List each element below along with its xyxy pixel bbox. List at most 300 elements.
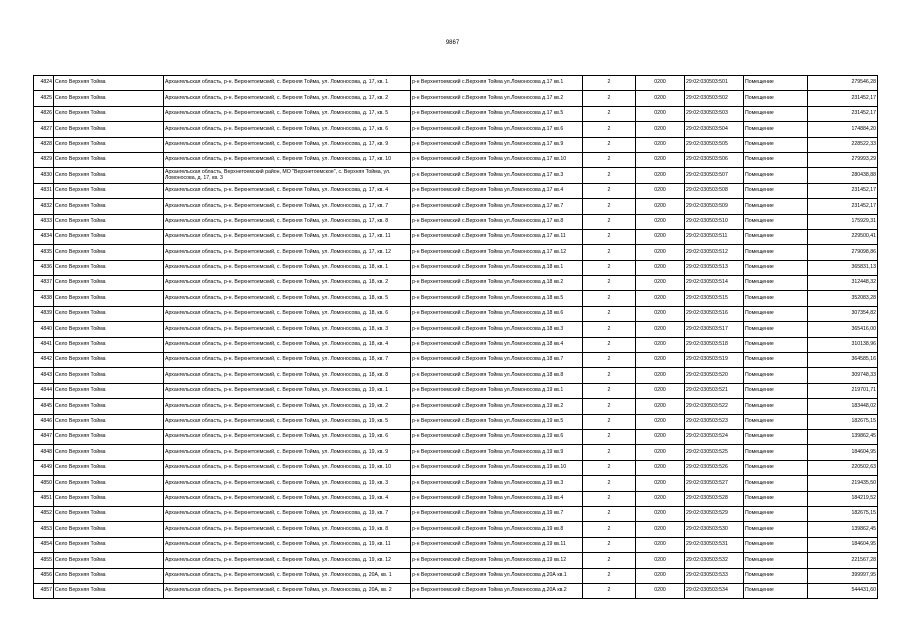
object-type-cell: Помещение — [744, 553, 808, 568]
table-row — [34, 399, 878, 414]
row-number-cell: 4857 — [34, 583, 54, 598]
object-type-cell: Помещение — [744, 522, 808, 537]
object-type-cell: Помещение — [744, 276, 808, 291]
address-cell: Архангельская область, р-н. Верхнетоемский, с. Верхняя Тойма, ул. Ломоносова, д. 18, кв. 1 — [164, 260, 411, 275]
okato-cell: 0200 — [636, 399, 685, 414]
object-type-cell: Помещение — [744, 399, 808, 414]
property-register-table — [33, 75, 878, 599]
table-row — [34, 214, 878, 229]
short-address-cell: р-н Верхнетоемский с.Верхняя Тойма ул.Ломоносова д.19 кв.6 — [411, 429, 583, 444]
code-cell: 2 — [583, 199, 636, 214]
locality-cell: Село Верхняя Тойма — [54, 506, 164, 521]
object-type-cell: Помещение — [744, 476, 808, 491]
cadastral-number-cell: 29:02:030503:516 — [685, 306, 744, 321]
code-cell: 2 — [583, 106, 636, 121]
table-row — [34, 152, 878, 167]
page-number: 9867 — [445, 40, 460, 46]
row-number-cell: 4838 — [34, 291, 54, 306]
row-number-cell: 4848 — [34, 445, 54, 460]
short-address-cell: р-н Верхнетоемский с.Верхняя Тойма ул.Ломоносова д.17 кв.11 — [411, 229, 583, 244]
cadastral-number-cell: 29:02:030503:505 — [685, 137, 744, 152]
table-row — [34, 91, 878, 106]
cadastral-value-cell: 229500,41 — [808, 229, 878, 244]
cadastral-value-cell: 182675,15 — [808, 506, 878, 521]
table-row — [34, 429, 878, 444]
short-address-cell: р-н Верхнетоемский с.Верхняя Тойма ул.Ломоносова д.17 кв.9 — [411, 137, 583, 152]
code-cell: 2 — [583, 229, 636, 244]
object-type-cell: Помещение — [744, 214, 808, 229]
locality-cell: Село Верхняя Тойма — [54, 183, 164, 198]
cadastral-number-cell: 29:02:030503:509 — [685, 199, 744, 214]
okato-cell: 0200 — [636, 245, 685, 260]
cadastral-value-cell: 220502,63 — [808, 460, 878, 475]
cadastral-value-cell: 182675,15 — [808, 414, 878, 429]
cadastral-number-cell: 29:02:030503:514 — [685, 276, 744, 291]
code-cell: 2 — [583, 476, 636, 491]
table-row — [34, 76, 878, 91]
cadastral-number-cell: 29:02:030503:517 — [685, 322, 744, 337]
cadastral-value-cell: 307354,82 — [808, 306, 878, 321]
table-row — [34, 491, 878, 506]
code-cell: 2 — [583, 368, 636, 383]
cadastral-value-cell: 184219,52 — [808, 491, 878, 506]
table-row — [34, 506, 878, 521]
short-address-cell: р-н Верхнетоемский с.Верхняя Тойма ул.Ломоносова д.18 кв.1 — [411, 260, 583, 275]
row-number-cell: 4852 — [34, 506, 54, 521]
code-cell: 2 — [583, 183, 636, 198]
locality-cell: Село Верхняя Тойма — [54, 583, 164, 598]
short-address-cell: р-н Верхнетоемский с.Верхняя Тойма ул.Ломоносова д.18 кв.7 — [411, 353, 583, 368]
row-number-cell: 4853 — [34, 522, 54, 537]
code-cell: 2 — [583, 460, 636, 475]
code-cell: 2 — [583, 414, 636, 429]
locality-cell: Село Верхняя Тойма — [54, 414, 164, 429]
short-address-cell: р-н Верхнетоемский с.Верхняя Тойма ул.Ломоносова д.17 кв.5 — [411, 106, 583, 121]
row-number-cell: 4836 — [34, 260, 54, 275]
short-address-cell: р-н Верхнетоемский с.Верхняя Тойма ул.Ломоносова д.17 кв.1 — [411, 76, 583, 91]
cadastral-value-cell: 364585,16 — [808, 353, 878, 368]
cadastral-number-cell: 29:02:030503:519 — [685, 353, 744, 368]
address-cell: Архангельская область, р-н. Верхнетоемский, с. Верхняя Тойма, ул. Ломоносова, д. 18, кв. 3 — [164, 322, 411, 337]
short-address-cell: р-н Верхнетоемский с.Верхняя Тойма ул.Ломоносова д.19 кв.8 — [411, 522, 583, 537]
row-number-cell: 4841 — [34, 337, 54, 352]
short-address-cell: р-н Верхнетоемский с.Верхняя Тойма ул.Ломоносова д.17 кв.7 — [411, 199, 583, 214]
row-number-cell: 4851 — [34, 491, 54, 506]
address-cell: Архангельская область, р-н. Верхнетоемский, с. Верхняя Тойма, ул. Ломоносова, д. 17, кв. 5 — [164, 106, 411, 121]
object-type-cell: Помещение — [744, 337, 808, 352]
table-row — [34, 199, 878, 214]
object-type-cell: Помещение — [744, 460, 808, 475]
table-row — [34, 445, 878, 460]
object-type-cell: Помещение — [744, 537, 808, 552]
cadastral-number-cell: 29:02:030503:507 — [685, 168, 744, 183]
locality-cell: Село Верхняя Тойма — [54, 460, 164, 475]
row-number-cell: 4837 — [34, 276, 54, 291]
object-type-cell: Помещение — [744, 229, 808, 244]
row-number-cell: 4826 — [34, 106, 54, 121]
object-type-cell: Помещение — [744, 291, 808, 306]
locality-cell: Село Верхняя Тойма — [54, 76, 164, 91]
row-number-cell: 4828 — [34, 137, 54, 152]
address-cell: Архангельская область, р-н. Верхнетоемский, с. Верхняя Тойма, ул. Ломоносова, д. 19, кв. 2 — [164, 399, 411, 414]
short-address-cell: р-н Верхнетоемский с.Верхняя Тойма ул.Ломоносова д.18 кв.4 — [411, 337, 583, 352]
short-address-cell: р-н Верхнетоемский с.Верхняя Тойма ул.Ломоносова д.17 кв.4 — [411, 183, 583, 198]
cadastral-value-cell: 352083,28 — [808, 291, 878, 306]
cadastral-number-cell: 29:02:030503:513 — [685, 260, 744, 275]
address-cell: Архангельская область, р-н. Верхнетоемский, с. Верхняя Тойма, ул. Ломоносова, д. 19, кв. 10 — [164, 460, 411, 475]
locality-cell: Село Верхняя Тойма — [54, 306, 164, 321]
address-cell: Архангельская область, р-н. Верхнетоемский, с. Верхняя Тойма, ул. Ломоносова, д. 18, кв. 7 — [164, 353, 411, 368]
address-cell: Архангельская область, р-н. Верхнетоемский, с. Верхняя Тойма, ул. Ломоносова, д. 18, кв. 8 — [164, 368, 411, 383]
table-row — [34, 353, 878, 368]
object-type-cell: Помещение — [744, 106, 808, 121]
cadastral-number-cell: 29:02:030503:520 — [685, 368, 744, 383]
locality-cell: Село Верхняя Тойма — [54, 476, 164, 491]
cadastral-number-cell: 29:02:030503:521 — [685, 383, 744, 398]
locality-cell: Село Верхняя Тойма — [54, 537, 164, 552]
okato-cell: 0200 — [636, 76, 685, 91]
locality-cell: Село Верхняя Тойма — [54, 445, 164, 460]
cadastral-number-cell: 29:02:030503:510 — [685, 214, 744, 229]
object-type-cell: Помещение — [744, 76, 808, 91]
okato-cell: 0200 — [636, 91, 685, 106]
okato-cell: 0200 — [636, 260, 685, 275]
row-number-cell: 4831 — [34, 183, 54, 198]
short-address-cell: р-н Верхнетоемский с.Верхняя Тойма ул.Ломоносова д.19 кв.7 — [411, 506, 583, 521]
okato-cell: 0200 — [636, 322, 685, 337]
okato-cell: 0200 — [636, 199, 685, 214]
table-row — [34, 306, 878, 321]
code-cell: 2 — [583, 137, 636, 152]
cadastral-value-cell: 309748,33 — [808, 368, 878, 383]
table-row — [34, 476, 878, 491]
address-cell: Архангельская область, р-н. Верхнетоемский, с. Верхняя Тойма, ул. Ломоносова, д. 19, кв. 8 — [164, 522, 411, 537]
cadastral-number-cell: 29:02:030503:532 — [685, 553, 744, 568]
code-cell: 2 — [583, 152, 636, 167]
okato-cell: 0200 — [636, 460, 685, 475]
cadastral-value-cell: 365416,00 — [808, 322, 878, 337]
object-type-cell: Помещение — [744, 122, 808, 137]
row-number-cell: 4834 — [34, 229, 54, 244]
cadastral-number-cell: 29:02:030503:512 — [685, 245, 744, 260]
address-cell: Архангельская область, р-н. Верхнетоемский, с. Верхняя Тойма, ул. Ломоносова, д. 19, кв. 5 — [164, 414, 411, 429]
address-cell: Архангельская область, р-н. Верхнетоемский, с. Верхняя Тойма, ул. Ломоносова, д. 17, кв. 11 — [164, 229, 411, 244]
short-address-cell: р-н Верхнетоемский с.Верхняя Тойма ул.Ломоносова д.19 кв.2 — [411, 399, 583, 414]
locality-cell: Село Верхняя Тойма — [54, 553, 164, 568]
code-cell: 2 — [583, 506, 636, 521]
row-number-cell: 4845 — [34, 399, 54, 414]
code-cell: 2 — [583, 337, 636, 352]
okato-cell: 0200 — [636, 137, 685, 152]
cadastral-value-cell: 399997,95 — [808, 568, 878, 583]
object-type-cell: Помещение — [744, 260, 808, 275]
short-address-cell: р-н Верхнетоемский с.Верхняя Тойма ул.Ломоносова д.18 кв.6 — [411, 306, 583, 321]
cadastral-number-cell: 29:02:030503:523 — [685, 414, 744, 429]
cadastral-number-cell: 29:02:030503:522 — [685, 399, 744, 414]
code-cell: 2 — [583, 214, 636, 229]
cadastral-value-cell: 174884,20 — [808, 122, 878, 137]
code-cell: 2 — [583, 353, 636, 368]
locality-cell: Село Верхняя Тойма — [54, 353, 164, 368]
cadastral-value-cell: 279993,29 — [808, 152, 878, 167]
cadastral-value-cell: 175929,31 — [808, 214, 878, 229]
address-cell: Архангельская область, р-н. Верхнетоемский, с. Верхняя Тойма, ул. Ломоносова, д. 19, кв. 9 — [164, 445, 411, 460]
object-type-cell: Помещение — [744, 137, 808, 152]
table-row — [34, 245, 878, 260]
short-address-cell: р-н Верхнетоемский с.Верхняя Тойма ул.Ломоносова д.17 кв.6 — [411, 122, 583, 137]
address-cell: Архангельская область, р-н. Верхнетоемский, с. Верхняя Тойма, ул. Ломоносова, д. 17, кв. 10 — [164, 152, 411, 167]
row-number-cell: 4843 — [34, 368, 54, 383]
cadastral-value-cell: 310138,96 — [808, 337, 878, 352]
okato-cell: 0200 — [636, 183, 685, 198]
object-type-cell: Помещение — [744, 583, 808, 598]
row-number-cell: 4835 — [34, 245, 54, 260]
short-address-cell: р-н Верхнетоемский с.Верхняя Тойма ул.Ломоносова д.18 кв.2 — [411, 276, 583, 291]
row-number-cell: 4840 — [34, 322, 54, 337]
table-row — [34, 106, 878, 121]
okato-cell: 0200 — [636, 491, 685, 506]
short-address-cell: р-н Верхнетоемский с.Верхняя Тойма ул.Ломоносова д.19 кв.4 — [411, 491, 583, 506]
table-row — [34, 168, 878, 183]
code-cell: 2 — [583, 168, 636, 183]
cadastral-number-cell: 29:02:030503:534 — [685, 583, 744, 598]
row-number-cell: 4839 — [34, 306, 54, 321]
address-cell: Архангельская область, Верхнетоемский район, МО "Верхнетоемское", с. Верхняя Тойма, ул. Ломоносова, д. 17, кв. 3 — [164, 168, 411, 183]
address-cell: Архангельская область, р-н. Верхнетоемский, с. Верхняя Тойма, ул. Ломоносова, д. 19, кв. 3 — [164, 476, 411, 491]
cadastral-number-cell: 29:02:030503:531 — [685, 537, 744, 552]
cadastral-number-cell: 29:02:030503:525 — [685, 445, 744, 460]
locality-cell: Село Верхняя Тойма — [54, 568, 164, 583]
cadastral-number-cell: 29:02:030503:533 — [685, 568, 744, 583]
cadastral-value-cell: 312448,32 — [808, 276, 878, 291]
table-row — [34, 553, 878, 568]
short-address-cell: р-н Верхнетоемский с.Верхняя Тойма ул.Ломоносова д.19 кв.3 — [411, 476, 583, 491]
short-address-cell: р-н Верхнетоемский с.Верхняя Тойма ул.Ломоносова д.19 кв.12 — [411, 553, 583, 568]
cadastral-value-cell: 231452,17 — [808, 106, 878, 121]
code-cell: 2 — [583, 91, 636, 106]
short-address-cell: р-н Верхнетоемский с.Верхняя Тойма ул.Ломоносова д.20А кв.1 — [411, 568, 583, 583]
short-address-cell: р-н Верхнетоемский с.Верхняя Тойма ул.Ломоносова д.17 кв.2 — [411, 91, 583, 106]
table-row — [34, 276, 878, 291]
table-row — [34, 537, 878, 552]
address-cell: Архангельская область, р-н. Верхнетоемский, с. Верхняя Тойма, ул. Ломоносова, д. 18, кв. 4 — [164, 337, 411, 352]
cadastral-value-cell: 219701,71 — [808, 383, 878, 398]
object-type-cell: Помещение — [744, 414, 808, 429]
locality-cell: Село Верхняя Тойма — [54, 368, 164, 383]
short-address-cell: р-н Верхнетоемский с.Верхняя Тойма ул.Ломоносова д.18 кв.5 — [411, 291, 583, 306]
okato-cell: 0200 — [636, 291, 685, 306]
short-address-cell: р-н Верхнетоемский с.Верхняя Тойма ул.Ломоносова д.17 кв.10 — [411, 152, 583, 167]
short-address-cell: р-н Верхнетоемский с.Верхняя Тойма ул.Ломоносова д.17 кв.12 — [411, 245, 583, 260]
cadastral-number-cell: 29:02:030503:504 — [685, 122, 744, 137]
cadastral-number-cell: 29:02:030503:511 — [685, 229, 744, 244]
okato-cell: 0200 — [636, 537, 685, 552]
cadastral-number-cell: 29:02:030503:503 — [685, 106, 744, 121]
table-row — [34, 322, 878, 337]
locality-cell: Село Верхняя Тойма — [54, 106, 164, 121]
row-number-cell: 4825 — [34, 91, 54, 106]
object-type-cell: Помещение — [744, 322, 808, 337]
okato-cell: 0200 — [636, 353, 685, 368]
address-cell: Архангельская область, р-н. Верхнетоемский, с. Верхняя Тойма, ул. Ломоносова, д. 18, кв. 5 — [164, 291, 411, 306]
address-cell: Архангельская область, р-н. Верхнетоемский, с. Верхняя Тойма, ул. Ломоносова, д. 19, кв. 6 — [164, 429, 411, 444]
code-cell: 2 — [583, 445, 636, 460]
code-cell: 2 — [583, 291, 636, 306]
row-number-cell: 4850 — [34, 476, 54, 491]
code-cell: 2 — [583, 429, 636, 444]
cadastral-value-cell: 139862,45 — [808, 522, 878, 537]
address-cell: Архангельская область, р-н. Верхнетоемский, с. Верхняя Тойма, ул. Ломоносова, д. 20А, кв. 2 — [164, 583, 411, 598]
locality-cell: Село Верхняя Тойма — [54, 168, 164, 183]
short-address-cell: р-н Верхнетоемский с.Верхняя Тойма ул.Ломоносова д.20А кв.2 — [411, 583, 583, 598]
object-type-cell: Помещение — [744, 353, 808, 368]
address-cell: Архангельская область, р-н. Верхнетоемский, с. Верхняя Тойма, ул. Ломоносова, д. 17, кв. 12 — [164, 245, 411, 260]
cadastral-value-cell: 184604,95 — [808, 537, 878, 552]
cadastral-number-cell: 29:02:030503:530 — [685, 522, 744, 537]
table-row — [34, 337, 878, 352]
code-cell: 2 — [583, 122, 636, 137]
object-type-cell: Помещение — [744, 245, 808, 260]
locality-cell: Село Верхняя Тойма — [54, 429, 164, 444]
short-address-cell: р-н Верхнетоемский с.Верхняя Тойма ул.Ломоносова д.17 кв.3 — [411, 168, 583, 183]
short-address-cell: р-н Верхнетоемский с.Верхняя Тойма ул.Ломоносова д.17 кв.8 — [411, 214, 583, 229]
locality-cell: Село Верхняя Тойма — [54, 276, 164, 291]
table-row — [34, 568, 878, 583]
cadastral-number-cell: 29:02:030503:501 — [685, 76, 744, 91]
object-type-cell: Помещение — [744, 168, 808, 183]
short-address-cell: р-н Верхнетоемский с.Верхняя Тойма ул.Ломоносова д.19 кв.9 — [411, 445, 583, 460]
object-type-cell: Помещение — [744, 429, 808, 444]
code-cell: 2 — [583, 522, 636, 537]
cadastral-value-cell: 231452,17 — [808, 91, 878, 106]
address-cell: Архангельская область, р-н. Верхнетоемский, с. Верхняя Тойма, ул. Ломоносова, д. 17, кв. 7 — [164, 199, 411, 214]
locality-cell: Село Верхняя Тойма — [54, 137, 164, 152]
locality-cell: Село Верхняя Тойма — [54, 291, 164, 306]
address-cell: Архангельская область, р-н. Верхнетоемский, с. Верхняя Тойма, ул. Ломоносова, д. 20А, кв. 1 — [164, 568, 411, 583]
row-number-cell: 4847 — [34, 429, 54, 444]
cadastral-value-cell: 231452,17 — [808, 199, 878, 214]
cadastral-number-cell: 29:02:030503:528 — [685, 491, 744, 506]
cadastral-value-cell: 221567,28 — [808, 553, 878, 568]
short-address-cell: р-н Верхнетоемский с.Верхняя Тойма ул.Ломоносова д.19 кв.10 — [411, 460, 583, 475]
locality-cell: Село Верхняя Тойма — [54, 152, 164, 167]
table-row — [34, 460, 878, 475]
row-number-cell: 4827 — [34, 122, 54, 137]
address-cell: Архангельская область, р-н. Верхнетоемский, с. Верхняя Тойма, ул. Ломоносова, д. 19, кв. 11 — [164, 537, 411, 552]
address-cell: Архангельская область, р-н. Верхнетоемский, с. Верхняя Тойма, ул. Ломоносова, д. 17, кв. 1 — [164, 76, 411, 91]
cadastral-number-cell: 29:02:030503:524 — [685, 429, 744, 444]
okato-cell: 0200 — [636, 276, 685, 291]
row-number-cell: 4830 — [34, 168, 54, 183]
object-type-cell: Помещение — [744, 568, 808, 583]
code-cell: 2 — [583, 306, 636, 321]
address-cell: Архангельская область, р-н. Верхнетоемский, с. Верхняя Тойма, ул. Ломоносова, д. 17, кв. 8 — [164, 214, 411, 229]
cadastral-value-cell: 279098,86 — [808, 245, 878, 260]
object-type-cell: Помещение — [744, 383, 808, 398]
table-row — [34, 383, 878, 398]
short-address-cell: р-н Верхнетоемский с.Верхняя Тойма ул.Ломоносова д.19 кв.5 — [411, 414, 583, 429]
row-number-cell: 4855 — [34, 553, 54, 568]
okato-cell: 0200 — [636, 229, 685, 244]
row-number-cell: 4844 — [34, 383, 54, 398]
address-cell: Архангельская область, р-н. Верхнетоемский, с. Верхняя Тойма, ул. Ломоносова, д. 18, кв. 6 — [164, 306, 411, 321]
okato-cell: 0200 — [636, 553, 685, 568]
address-cell: Архангельская область, р-н. Верхнетоемский, с. Верхняя Тойма, ул. Ломоносова, д. 18, кв. 2 — [164, 276, 411, 291]
locality-cell: Село Верхняя Тойма — [54, 229, 164, 244]
object-type-cell: Помещение — [744, 152, 808, 167]
row-number-cell: 4856 — [34, 568, 54, 583]
object-type-cell: Помещение — [744, 199, 808, 214]
okato-cell: 0200 — [636, 506, 685, 521]
row-number-cell: 4824 — [34, 76, 54, 91]
address-cell: Архангельская область, р-н. Верхнетоемский, с. Верхняя Тойма, ул. Ломоносова, д. 17, кв. 9 — [164, 137, 411, 152]
table-row — [34, 291, 878, 306]
cadastral-value-cell: 139862,45 — [808, 429, 878, 444]
locality-cell: Село Верхняя Тойма — [54, 91, 164, 106]
table-row — [34, 122, 878, 137]
locality-cell: Село Верхняя Тойма — [54, 122, 164, 137]
object-type-cell: Помещение — [744, 306, 808, 321]
address-cell: Архангельская область, р-н. Верхнетоемский, с. Верхняя Тойма, ул. Ломоносова, д. 19, кв. 7 — [164, 506, 411, 521]
short-address-cell: р-н Верхнетоемский с.Верхняя Тойма ул.Ломоносова д.18 кв.8 — [411, 368, 583, 383]
table-row — [34, 183, 878, 198]
cadastral-number-cell: 29:02:030503:529 — [685, 506, 744, 521]
okato-cell: 0200 — [636, 568, 685, 583]
okato-cell: 0200 — [636, 445, 685, 460]
row-number-cell: 4829 — [34, 152, 54, 167]
cadastral-value-cell: 544431,60 — [808, 583, 878, 598]
locality-cell: Село Верхняя Тойма — [54, 322, 164, 337]
code-cell: 2 — [583, 491, 636, 506]
short-address-cell: р-н Верхнетоемский с.Верхняя Тойма ул.Ломоносова д.19 кв.11 — [411, 537, 583, 552]
short-address-cell: р-н Верхнетоемский с.Верхняя Тойма ул.Ломоносова д.18 кв.3 — [411, 322, 583, 337]
locality-cell: Село Верхняя Тойма — [54, 245, 164, 260]
okato-cell: 0200 — [636, 122, 685, 137]
locality-cell: Село Верхняя Тойма — [54, 337, 164, 352]
locality-cell: Село Верхняя Тойма — [54, 214, 164, 229]
table-row — [34, 368, 878, 383]
locality-cell: Село Верхняя Тойма — [54, 399, 164, 414]
cadastral-value-cell: 219435,50 — [808, 476, 878, 491]
row-number-cell: 4842 — [34, 353, 54, 368]
code-cell: 2 — [583, 322, 636, 337]
cadastral-number-cell: 29:02:030503:515 — [685, 291, 744, 306]
code-cell: 2 — [583, 260, 636, 275]
cadastral-value-cell: 365831,13 — [808, 260, 878, 275]
code-cell: 2 — [583, 245, 636, 260]
locality-cell: Село Верхняя Тойма — [54, 522, 164, 537]
object-type-cell: Помещение — [744, 491, 808, 506]
row-number-cell: 4832 — [34, 199, 54, 214]
table-row — [34, 229, 878, 244]
table-row — [34, 583, 878, 598]
address-cell: Архангельская область, р-н. Верхнетоемский, с. Верхняя Тойма, ул. Ломоносова, д. 17, кв. 2 — [164, 91, 411, 106]
code-cell: 2 — [583, 383, 636, 398]
short-address-cell: р-н Верхнетоемский с.Верхняя Тойма ул.Ломоносова д.19 кв.1 — [411, 383, 583, 398]
okato-cell: 0200 — [636, 383, 685, 398]
cadastral-value-cell: 279546,28 — [808, 76, 878, 91]
object-type-cell: Помещение — [744, 91, 808, 106]
cadastral-number-cell: 29:02:030503:502 — [685, 91, 744, 106]
address-cell: Архангельская область, р-н. Верхнетоемский, с. Верхняя Тойма, ул. Ломоносова, д. 19, кв. 12 — [164, 553, 411, 568]
code-cell: 2 — [583, 553, 636, 568]
table-row — [34, 137, 878, 152]
code-cell: 2 — [583, 583, 636, 598]
okato-cell: 0200 — [636, 414, 685, 429]
locality-cell: Село Верхняя Тойма — [54, 260, 164, 275]
table-row — [34, 522, 878, 537]
okato-cell: 0200 — [636, 429, 685, 444]
